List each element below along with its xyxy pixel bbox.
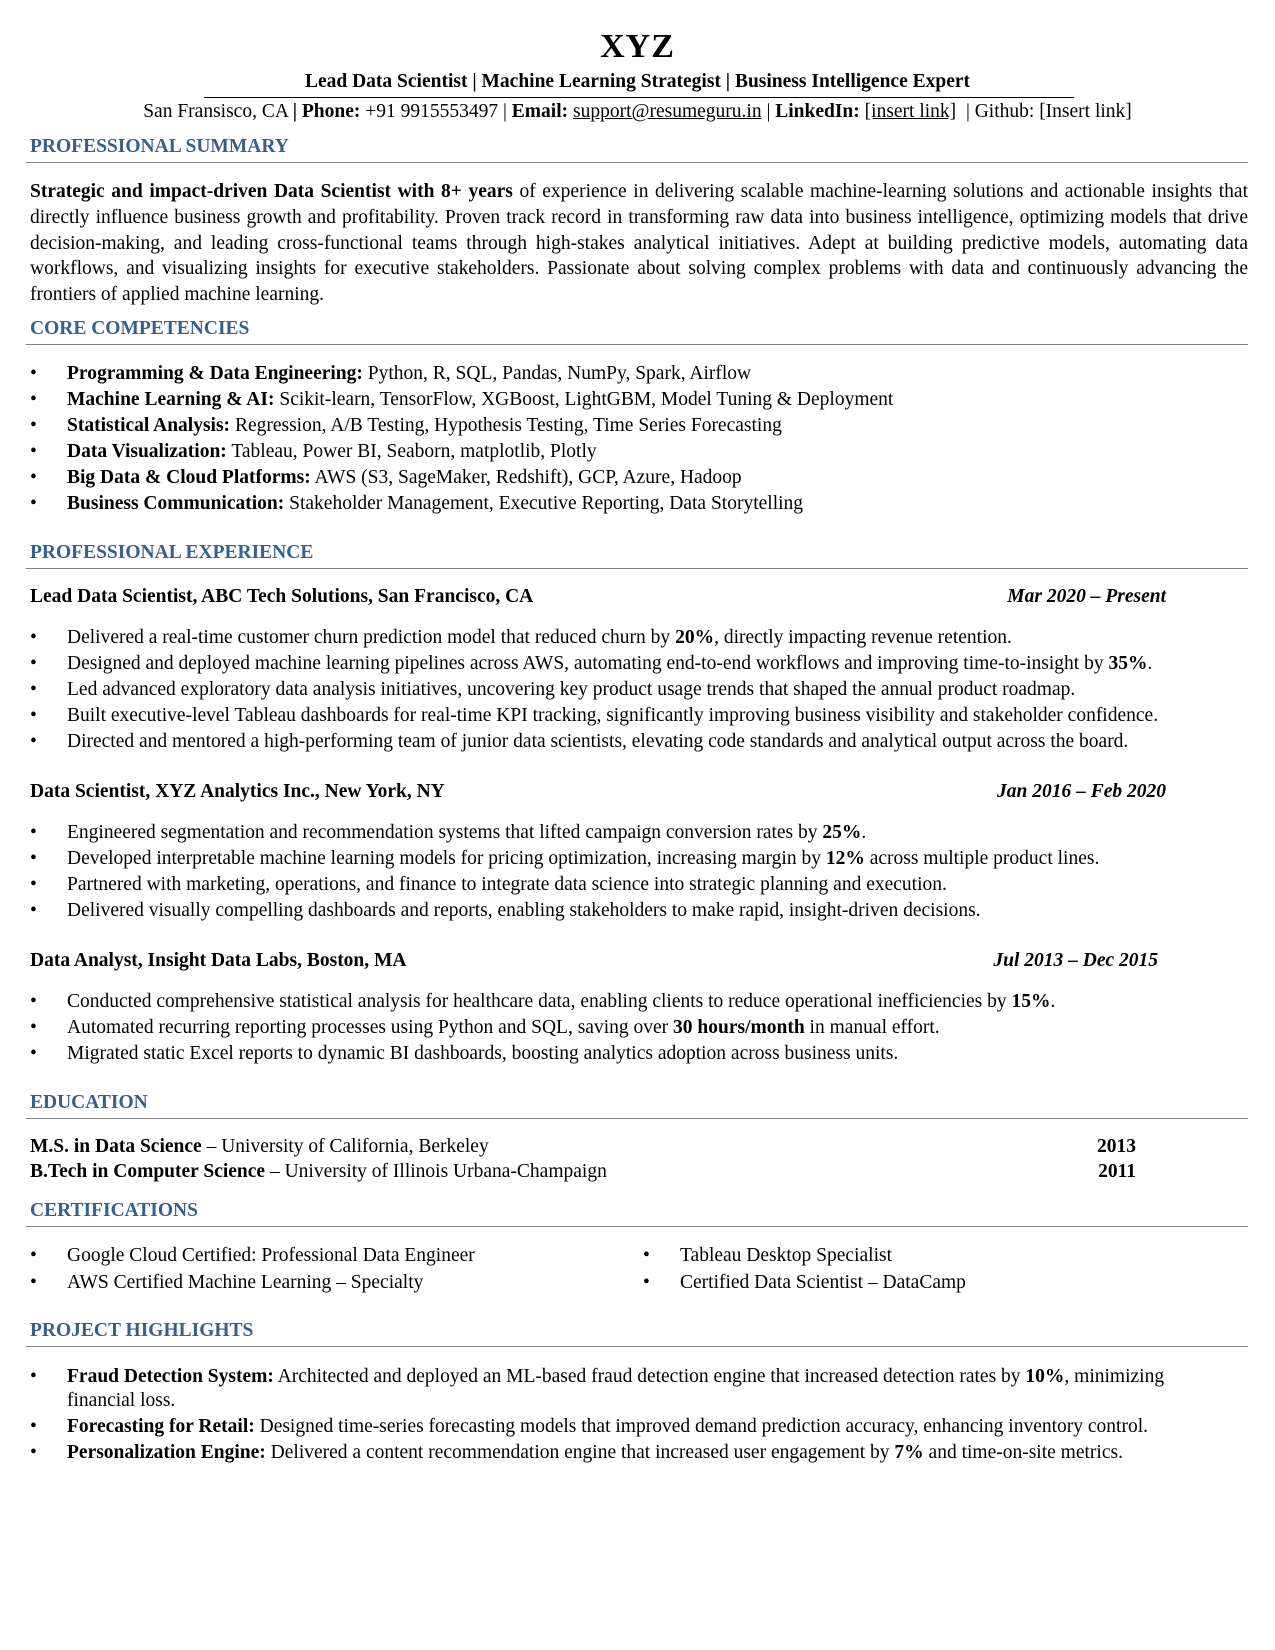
bullet-text: Engineered segmentation and recommendation systems that lifted campaign conversion rates by [67, 822, 823, 843]
separator: | [503, 101, 507, 122]
bullet-text: Developed interpretable machine learning models for pricing optimization, increasing margin by [67, 848, 826, 869]
metric: 15% [1011, 991, 1051, 1012]
bullet-icon: • [30, 1245, 37, 1266]
bullet-text: , directly impacting revenue retention. [714, 627, 1012, 648]
summary-body: of experience in delivering scalable machine-learning solutions and actionable insights that directly influence business growth and profitability. Proven track record in transforming raw data into business intelligence, optimizing models that drive decision-making, and leading cross-functional teams through high-stakes analytical initiatives. Adept at building predictive models, automating data workflows, and visualizing insights for executive stakeholders. Passionate about solving complex problems with data and continuously advancing the frontiers of applied machine learning. [30, 181, 1249, 306]
competency-label: Big Data & Cloud Platforms: [67, 467, 311, 488]
metric: 35% [1108, 653, 1148, 674]
competency-text: Stakeholder Management, Executive Reporting, Data Storytelling [284, 493, 804, 514]
bullet-icon: • [30, 874, 37, 895]
bullet-icon: • [30, 653, 37, 674]
education-item [30, 1161, 607, 1183]
bullet-icon: • [30, 1442, 37, 1463]
bullet-icon: • [30, 1416, 37, 1437]
tagline: Lead Data Scientist | Machine Learning Strategist | Business Intelligence Expert [304, 71, 971, 92]
separator: | [292, 101, 298, 122]
school: – University of California, Berkeley [201, 1136, 489, 1157]
project-text: Architected and deployed an ML-based fraud detection engine that increased detection rates by [273, 1366, 1026, 1387]
section-title-summary: PROFESSIONAL SUMMARY [30, 136, 289, 157]
bullet-text: Directed and mentored a high-performing team of junior data scientists, elevating code standards and analytical output across the board. [67, 731, 1129, 752]
certification-name: Google Cloud Certified: Professional Data Engineer [67, 1245, 475, 1266]
graduation-year: 2011 [1098, 1161, 1136, 1182]
job-heading: Data Scientist, XYZ Analytics Inc., New York, NY [30, 781, 445, 802]
phone-label: Phone: [301, 101, 361, 122]
summary-paragraph [30, 179, 1248, 308]
job-heading: Data Analyst, Insight Data Labs, Boston, MA [30, 950, 407, 971]
degree: M.S. in Data Science [30, 1136, 202, 1157]
bullet-text: Conducted comprehensive statistical analysis for healthcare data, enabling clients to reduce operational inefficiencies by [67, 991, 1012, 1012]
section-divider [26, 1118, 1248, 1119]
bullet-text: . [1147, 653, 1153, 674]
section-title-projects: PROJECT HIGHLIGHTS [30, 1320, 254, 1341]
bullet-text: Built executive-level Tableau dashboards for real-time KPI tracking, significantly improving business visibility and stakeholder confidence. [67, 705, 1159, 726]
bullet-text: Migrated static Excel reports to dynamic BI dashboards, boosting analytics adoption across business units. [67, 1043, 899, 1064]
project-text: Designed time-series forecasting models that improved demand prediction accuracy, enhancing inventory control. [254, 1416, 1149, 1437]
github-value: [Insert link] [1039, 101, 1132, 122]
certification-name: Tableau Desktop Specialist [680, 1245, 892, 1266]
section-divider [26, 162, 1248, 163]
bullet-icon: • [30, 441, 37, 462]
section-title-experience: PROFESSIONAL EXPERIENCE [30, 542, 314, 563]
bullet-text: across multiple product lines. [864, 848, 1100, 869]
bullet-icon: • [30, 493, 37, 514]
section-title-education: EDUCATION [30, 1092, 148, 1113]
section-divider [26, 1226, 1248, 1227]
school: – University of Illinois Urbana-Champaign [265, 1161, 607, 1182]
bullet-text: Automated recurring reporting processes using Python and SQL, saving over [67, 1017, 674, 1038]
bullet-text: . [1050, 991, 1056, 1012]
bullet-text: Partnered with marketing, operations, and finance to integrate data science into strategic planning and execution. [67, 874, 947, 895]
email-link[interactable]: support@resumeguru.in [573, 101, 762, 122]
competency-text: Python, R, SQL, Pandas, NumPy, Spark, Airflow [362, 363, 752, 384]
bullet-text: . [861, 822, 867, 843]
job-dates: Mar 2020 – Present [1007, 586, 1166, 607]
bullet-icon: • [643, 1272, 650, 1293]
competency-label: Machine Learning & AI: [67, 389, 275, 410]
competency-label: Data Visualization: [67, 441, 227, 462]
degree: B.Tech in Computer Science [30, 1161, 266, 1182]
contact-line [0, 101, 1275, 123]
metric: 30 hours/month [673, 1017, 805, 1038]
linkedin-label: LinkedIn: [775, 101, 860, 122]
bullet-text: in manual effort. [804, 1017, 940, 1038]
competency-text: Regression, A/B Testing, Hypothesis Testing, Time Series Forecasting [230, 415, 782, 436]
certification-name: AWS Certified Machine Learning – Specialty [67, 1272, 424, 1293]
metric: 12% [825, 848, 865, 869]
bullet-text: Delivered a real-time customer churn prediction model that reduced churn by [67, 627, 676, 648]
section-divider [26, 344, 1248, 345]
section-title-competencies: CORE COMPETENCIES [30, 318, 250, 339]
competency-text: Scikit-learn, TensorFlow, XGBoost, LightGBM, Model Tuning & Deployment [274, 389, 894, 410]
metric: 20% [675, 627, 715, 648]
separator: | [766, 101, 771, 122]
github-label: Github: [974, 101, 1035, 122]
phone-value: +91 9915553497 [365, 101, 499, 122]
education-item [30, 1136, 489, 1158]
certification-name: Certified Data Scientist – DataCamp [680, 1272, 966, 1293]
competency-label: Statistical Analysis: [67, 415, 231, 436]
bullet-icon: • [30, 848, 37, 869]
competency-text: AWS (S3, SageMaker, Redshift), GCP, Azure, Hadoop [310, 467, 742, 488]
competency-text: Tableau, Power BI, Seaborn, matplotlib, Plotly [226, 441, 597, 462]
section-divider [26, 568, 1248, 569]
bullet-icon: • [30, 991, 37, 1012]
competency-label: Business Communication: [67, 493, 285, 514]
project-text-continued: financial loss. [67, 1390, 176, 1411]
job-heading: Lead Data Scientist, ABC Tech Solutions, San Francisco, CA [30, 586, 534, 607]
bullet-icon: • [30, 900, 37, 921]
bullet-icon: • [30, 1272, 37, 1293]
bullet-text: Designed and deployed machine learning pipelines across AWS, automating end-to-end workflows and improving time-to-insight by [67, 653, 1109, 674]
bullet-icon: • [30, 363, 37, 384]
bullet-icon: • [30, 627, 37, 648]
project-label: Forecasting for Retail: [67, 1416, 255, 1437]
separator: | [965, 101, 970, 122]
bullet-icon: • [30, 467, 37, 488]
bullet-icon: • [30, 1043, 37, 1064]
bullet-text: Led advanced exploratory data analysis initiatives, uncovering key product usage trends that shaped the annual product roadmap. [67, 679, 1076, 700]
location: San Fransisco, CA [143, 101, 288, 122]
summary-lead: Strategic and impact-driven Data Scientist with 8+ years [30, 181, 513, 202]
bullet-icon: • [30, 705, 37, 726]
graduation-year: 2013 [1097, 1136, 1136, 1157]
project-label: Personalization Engine: [67, 1442, 266, 1463]
job-dates: Jan 2016 – Feb 2020 [996, 781, 1166, 802]
project-text: and time-on-site metrics. [923, 1442, 1123, 1463]
bullet-icon: • [643, 1245, 650, 1266]
bullet-icon: • [30, 679, 37, 700]
project-text: , minimizing [1064, 1366, 1165, 1387]
bullet-icon: • [30, 1017, 37, 1038]
project-text: Delivered a content recommendation engine that increased user engagement by [265, 1442, 895, 1463]
bullet-text: Delivered visually compelling dashboards and reports, enabling stakeholders to make rapid, insight-driven decisions. [67, 900, 981, 921]
bullet-icon: • [30, 731, 37, 752]
section-title-certifications: CERTIFICATIONS [30, 1200, 198, 1221]
bullet-icon: • [30, 415, 37, 436]
job-dates: Jul 2013 – Dec 2015 [993, 950, 1158, 971]
tagline-divider [204, 97, 1074, 98]
project-label: Fraud Detection System: [67, 1366, 274, 1387]
metric: 25% [822, 822, 862, 843]
metric: 7% [894, 1442, 924, 1463]
bullet-icon: • [30, 389, 37, 410]
bullet-icon: • [30, 822, 37, 843]
email-label: Email: [511, 101, 569, 122]
competency-label: Programming & Data Engineering: [67, 363, 363, 384]
candidate-name: XYZ [600, 28, 675, 65]
bullet-icon: • [30, 1366, 37, 1387]
section-divider [26, 1346, 1248, 1347]
linkedin-link[interactable]: [insert link] [864, 101, 957, 122]
metric: 10% [1025, 1366, 1065, 1387]
